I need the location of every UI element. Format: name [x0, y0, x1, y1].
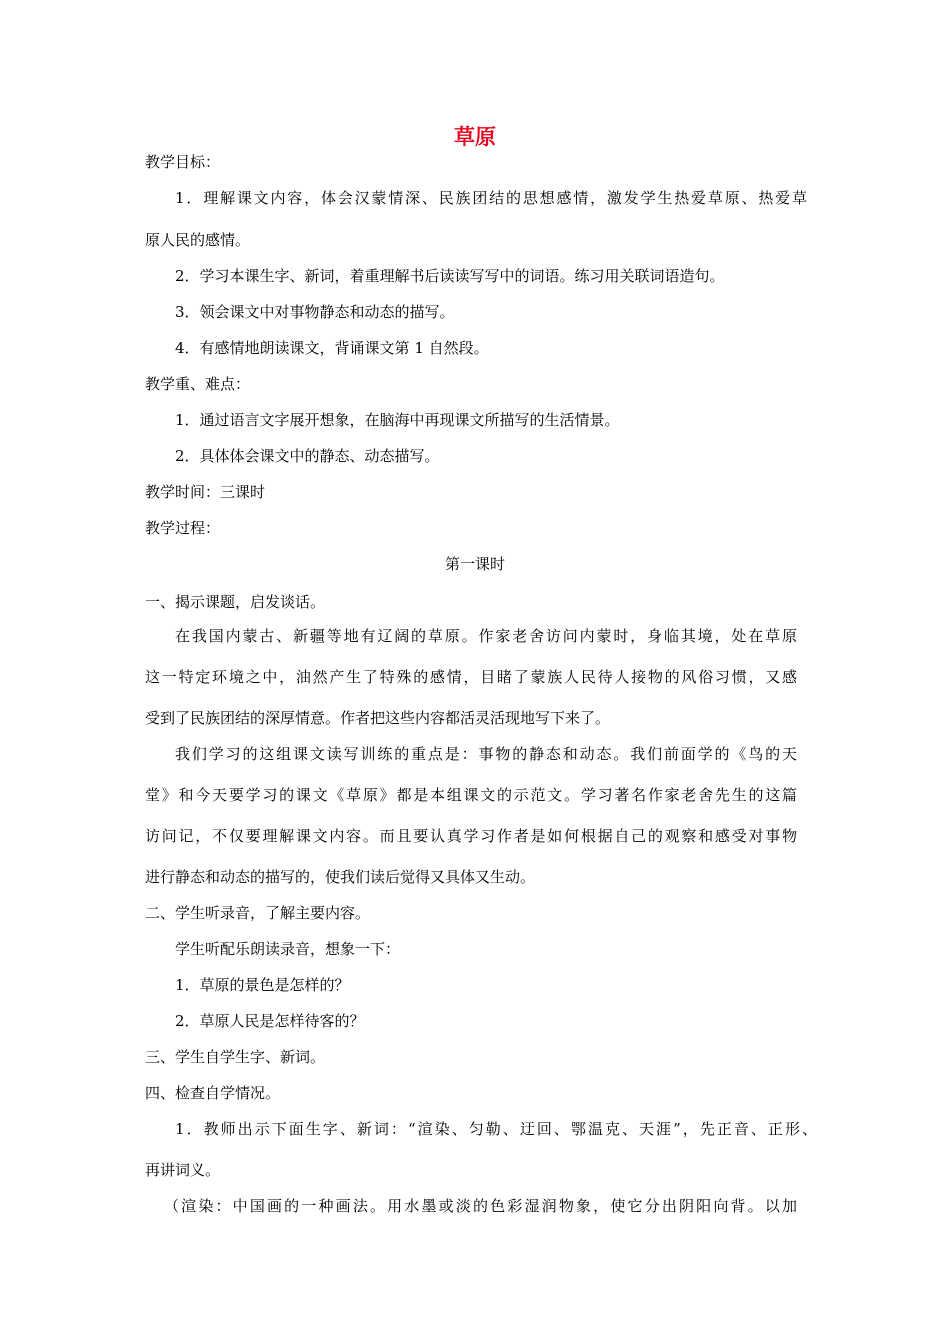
paragraph-line: 这一特定环境之中，油然产生了特殊的感情，目睹了蒙族人民待人接物的风俗习惯，又感 — [145, 668, 797, 686]
paragraph-line: 我们学习的这组课文读写训练的重点是：事物的静态和动态。我们前面学的《鸟的天 — [175, 745, 797, 763]
paragraph-line: （渲染：中国画的一种画法。用水墨或淡的色彩湿润物象，使它分出阴阳向背。以加 — [164, 1197, 797, 1215]
paragraph-line: 2．学习本课生字、新词，着重理解书后读读写写中的词语。练习用关联词语造句。 — [175, 267, 725, 285]
paragraph-line: 2．具体体会课文中的静态、动态描写。 — [175, 447, 440, 465]
paragraph-line: 学生听配乐朗读录音，想象一下： — [175, 940, 401, 958]
paragraph-line: 1．通过语言文字展开想象，在脑海中再现课文所描写的生活情景。 — [175, 411, 620, 429]
step-heading: 一、揭示课题，启发谈话。 — [145, 593, 326, 611]
paragraph-line: 1．教师出示下面生字、新词：“渲染、匀勒、迂回、鄂温克、天涯”，先正音、正形、 — [175, 1120, 817, 1138]
paragraph-line: 在我国内蒙古、新疆等地有辽阔的草原。作家老舍访问内蒙时，身临其境，处在草原 — [175, 627, 797, 645]
paragraph-line: 1．理解课文内容，体会汉蒙情深、民族团结的思想感情，激发学生热爱草原、热爱草 — [175, 189, 807, 207]
paragraph-line: 再讲词义。 — [145, 1161, 221, 1179]
section-heading-key-points: 教学重、难点： — [145, 375, 251, 393]
paragraph-line: 4．有感情地朗读课文，背诵课文第 1 自然段。 — [175, 339, 489, 357]
section-heading-objectives: 教学目标： — [145, 153, 221, 171]
paragraph-line: 受到了民族团结的深厚情意。作者把这些内容都活灵活现地写下来了。 — [145, 709, 611, 727]
paragraph-line: 原人民的感情。 — [145, 231, 251, 249]
paragraph-line: 访问记，不仅要理解课文内容。而且要认真学习作者是如何根据自己的观察和感受对事物 — [145, 827, 797, 845]
paragraph-line: 进行静态和动态的描写的，使我们读后觉得又具体又生动。 — [145, 868, 536, 886]
paragraph-line: 堂》和今天要学习的课文《草原》都是本组课文的示范文。学习著名作家老舍先生的这篇 — [145, 786, 797, 804]
section-heading-time: 教学时间：三课时 — [145, 483, 266, 501]
section-heading-process: 教学过程： — [145, 519, 221, 537]
step-heading: 二、学生听录音，了解主要内容。 — [145, 904, 371, 922]
lesson-subtitle: 第一课时 — [444, 555, 505, 573]
step-heading: 四、检查自学情况。 — [145, 1084, 281, 1102]
step-heading: 三、学生自学生字、新词。 — [145, 1048, 326, 1066]
list-item: 2．草原人民是怎样待客的？ — [175, 1012, 365, 1030]
document-title: 草原 — [454, 125, 496, 149]
paragraph-line: 3．领会课文中对事物静态和动态的描写。 — [175, 303, 455, 321]
list-item: 1．草原的景色是怎样的？ — [175, 976, 350, 994]
